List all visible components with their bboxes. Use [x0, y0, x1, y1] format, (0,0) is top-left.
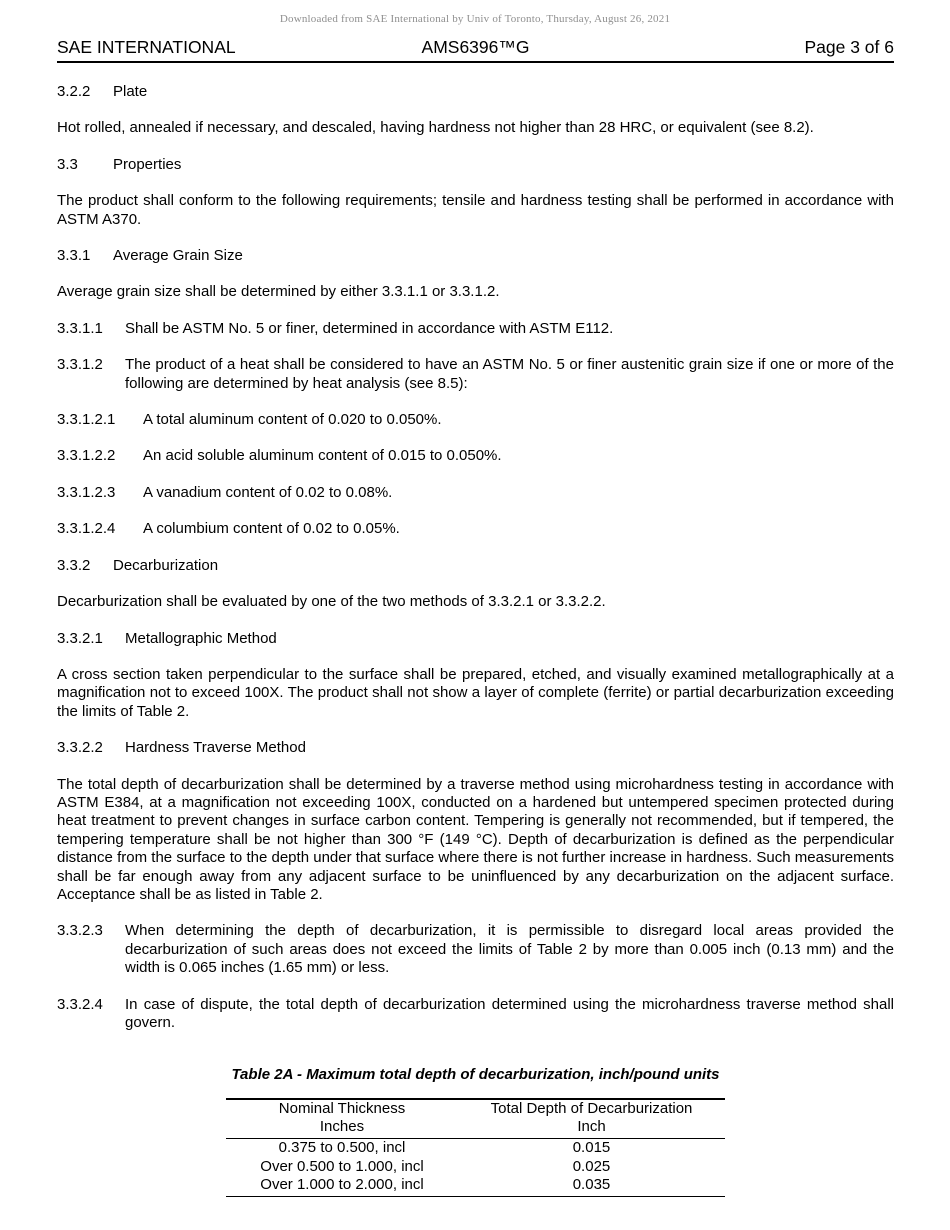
- section-number: 3.3.2.4: [57, 995, 103, 1013]
- table-header-line: Nominal Thickness: [278, 1099, 406, 1117]
- cell-thickness: Over 0.500 to 1.000, incl: [260, 1157, 424, 1175]
- cell-depth: 0.025: [572, 1157, 611, 1175]
- section-number: 3.3.1.1: [57, 319, 103, 337]
- page-header: [57, 37, 894, 63]
- section-number: 3.2.2: [57, 83, 91, 100]
- section-number: 3.3.2.1: [57, 629, 103, 647]
- paragraph: The total depth of decarburization shall be determined by a traverse method using microhardness testing in accordance with ASTM E384, at a magnification not exceeding 100X, conducted on a hardened but untempered specimen protected during heat treatment to prevent changes in surface carbon content. Tempering is generally not recommended, but if tempered, the tempering temperature shall be not higher than 300 °F (149 °C). Depth of decarburization is defined as the perpendicular distance from the surface to the depth under that surface where there is not further increase in hardness. Such measurements shall be far enough away from any adjacent surface to be uninfluenced by any decarburization on the adjacent surface. Acceptance shall be as listed in Table 2.: [57, 775, 894, 903]
- cell-thickness: 0.375 to 0.500, incl: [278, 1139, 406, 1156]
- section-heading-3-3-1: [57, 247, 894, 265]
- table-row: [226, 1158, 725, 1177]
- clause-text: When determining the depth of decarburization, it is permissible to disregard local areas provided the decarburization of such areas does not exceed the limits of Table 2 by more than 0.005 inch (0.13 mm) and the width is 0.065 inches (1.65 mm) or less.: [125, 922, 894, 977]
- section-title: Decarburization: [113, 556, 219, 574]
- decarburization-limits-table: [226, 1098, 725, 1197]
- section-heading-3-3-2: [57, 557, 894, 575]
- paragraph: The product shall conform to the following requirements; tensile and hardness testing shall be performed in accordance with ASTM A370.: [57, 192, 894, 228]
- section-number: 3.3.1.2.2: [57, 447, 116, 465]
- header-page-number: Page 3 of 6: [804, 37, 894, 57]
- table-header-thickness: [226, 1099, 458, 1139]
- paragraph: Average grain size shall be determined by either 3.3.1.1 or 3.3.1.2.: [57, 283, 500, 301]
- clause-text: An acid soluble aluminum content of 0.015 to 0.050%.: [143, 447, 502, 465]
- table-row: [226, 1139, 725, 1158]
- table-header-line: Inch: [577, 1118, 606, 1136]
- clause-3-3-1-2-1: [57, 411, 894, 429]
- section-number: 3.3.1.2: [57, 356, 103, 374]
- section-heading-3-2-2: [57, 83, 894, 101]
- document-body: [57, 83, 894, 1197]
- section-number: 3.3.2: [57, 556, 91, 574]
- table-header-line: Inches: [319, 1118, 365, 1136]
- clause-text: Shall be ASTM No. 5 or finer, determined in accordance with ASTM E112.: [125, 319, 614, 337]
- paragraph: Hot rolled, annealed if necessary, and descaled, having hardness not higher than 28 HRC, or equivalent (see 8.2).: [57, 119, 814, 137]
- section-number: 3.3.1.2.1: [57, 411, 116, 429]
- section-heading-3-3: [57, 156, 894, 174]
- clause-3-3-1-1: [57, 320, 894, 338]
- section-title: Metallographic Method: [125, 629, 277, 647]
- section-title: Plate: [113, 83, 148, 100]
- header-document-number: AMS6396™G: [421, 37, 530, 57]
- clause-3-3-2-3: [57, 922, 894, 977]
- table-row: [226, 1176, 725, 1196]
- section-number: 3.3: [57, 155, 78, 173]
- watermark-text: Downloaded from SAE International by Univ of Toronto, Thursday, August 26, 2021: [279, 13, 671, 25]
- table-caption: Table 2A - Maximum total depth of decarburization, inch/pound units: [231, 1066, 720, 1084]
- section-number: 3.3.1: [57, 247, 91, 265]
- clause-3-3-1-2-2: [57, 447, 894, 465]
- cell-depth: 0.015: [572, 1139, 611, 1156]
- clause-text: A total aluminum content of 0.020 to 0.050%.: [143, 411, 442, 429]
- clause-3-3-1-2: [57, 356, 894, 393]
- section-number: 3.3.1.2.4: [57, 520, 116, 538]
- section-number: 3.3.2.3: [57, 922, 103, 940]
- cell-depth: 0.035: [458, 1176, 725, 1196]
- table-header-line: Total Depth of Decarburization: [490, 1099, 693, 1117]
- section-heading-3-3-2-1: [57, 630, 894, 648]
- cell-thickness: Over 1.000 to 2.000, incl: [226, 1176, 458, 1196]
- clause-text: A columbium content of 0.02 to 0.05%.: [143, 520, 400, 538]
- clause-text: In case of dispute, the total depth of decarburization determined using the microhardness traverse method shall govern.: [125, 995, 894, 1031]
- clause-3-3-1-2-4: [57, 520, 894, 538]
- clause-text: A vanadium content of 0.02 to 0.08%.: [143, 483, 393, 501]
- section-number: 3.3.1.2.3: [57, 483, 116, 501]
- header-organization: SAE INTERNATIONAL: [57, 37, 236, 57]
- section-heading-3-3-2-2: [57, 739, 894, 757]
- clause-text: The product of a heat shall be considered to have an ASTM No. 5 or finer austenitic grain size if one or more of the following are determined by heat analysis (see 8.5):: [125, 356, 894, 392]
- section-title: Hardness Traverse Method: [125, 739, 306, 757]
- clause-3-3-1-2-3: [57, 484, 894, 502]
- section-title: Average Grain Size: [113, 247, 243, 265]
- paragraph: Decarburization shall be evaluated by one of the two methods of 3.3.2.1 or 3.3.2.2.: [57, 593, 606, 611]
- table-header-depth: [458, 1099, 725, 1139]
- section-title: Properties: [113, 155, 182, 173]
- table-header-row: [226, 1099, 725, 1139]
- paragraph: A cross section taken perpendicular to the surface shall be prepared, etched, and visually examined metallographically at a magnification not to exceed 100X. The product shall not show a layer of complete (ferrite) or partial decarburization exceeding the limits of Table 2.: [57, 665, 894, 720]
- clause-3-3-2-4: [57, 996, 894, 1033]
- section-number: 3.3.2.2: [57, 739, 103, 757]
